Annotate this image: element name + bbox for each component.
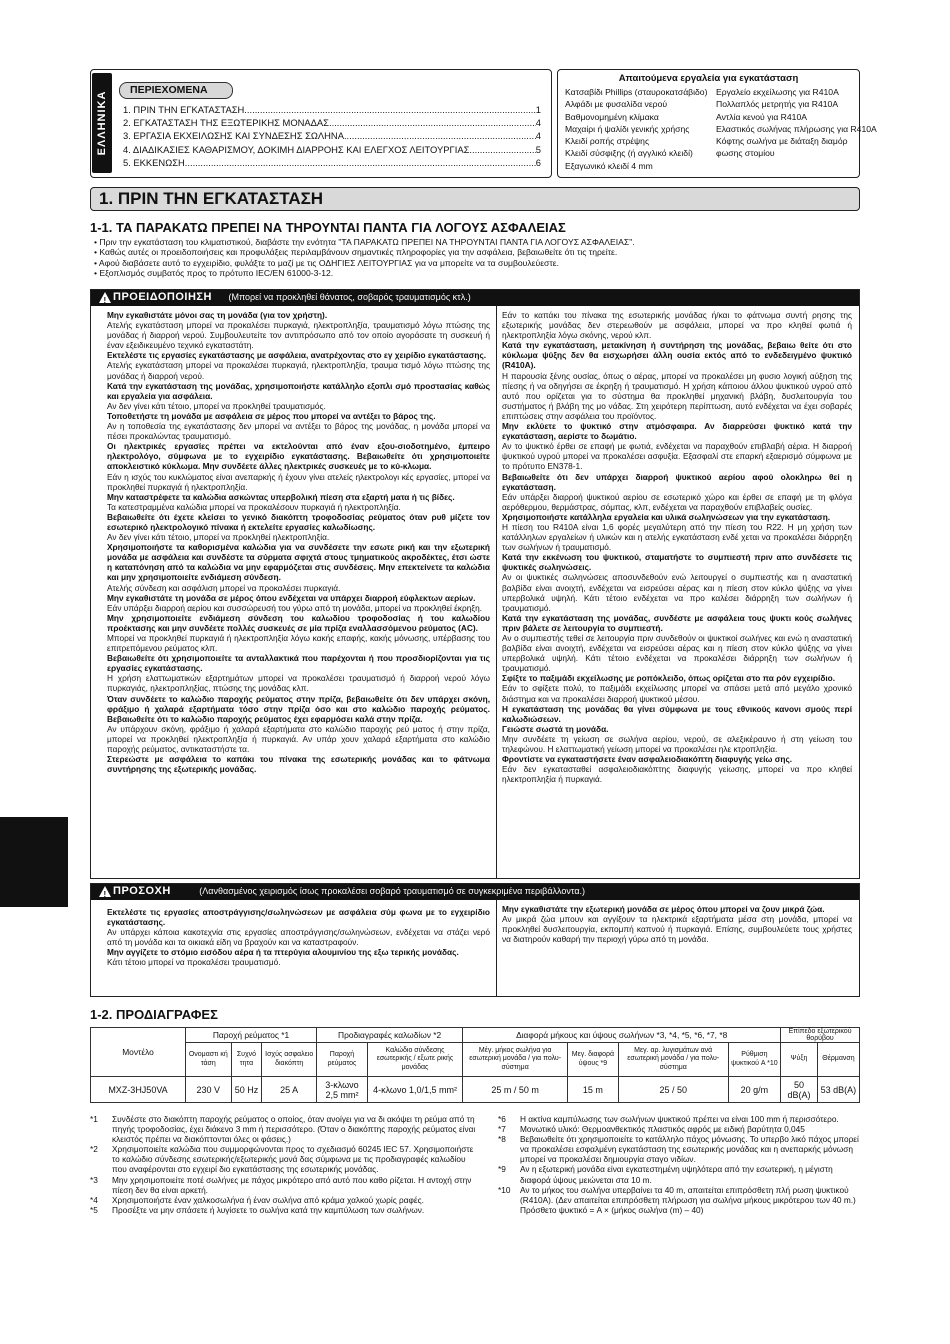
safety-bullet: • Αφού διαβάσετε αυτό το εγχειρίδιο, φυλάξτε το μαζί με τις ΟΔΗΓΙΕΣ ΛΕΙΤΟΥΡΓΙΑΣ για να μπορείτε να τα συμβουλεύεστε.	[94, 257, 559, 268]
instruction-text: Εάν δεν εγκατασταθεί ασφαλειοδιακόπτης διαφυγής γείωσης, μπορεί να προ κληθεί ηλεκτροπληξία ή πυρκαγιά.	[502, 764, 852, 785]
toc-item[interactable]	[123, 103, 541, 116]
safety-heading: 1-1. ΤΑ ΠΑΡΑΚΑΤΩ ΠΡΕΠΕΙ ΝΑ ΤΗΡΟΥΝΤΑΙ ΠΑΝΤΑ ΓΙΑ ΛΟΓΟΥΣ ΑΣΦΑΛΕΙΑΣ	[90, 220, 566, 235]
caution-right-column	[502, 904, 852, 944]
instruction-bold: Στερεώστε με ασφάλεια το καπάκι του πίνακα της εσωτερικής μονάδας και το φάτνωμα συντήρησης της εξωτερικής μονάδας.	[107, 754, 490, 775]
tools-title: Απαιτούμενα εργαλεία για εγκατάσταση	[618, 73, 799, 84]
contents-list	[123, 103, 541, 169]
tool-item: Εργαλείο εκχείλωσης για R410A	[716, 87, 839, 97]
instruction-bold: Μην καταστρέφετε τα καλώδια ασκώντας υπερβολική πίεση στα εξαρτή ματα ή τις βίδες.	[107, 491, 455, 502]
instruction-bold: Μην εγκαθιστάτε τη μονάδα σε μέρος όπου ενδέχεται να υπάρχει διαρροή εύφλεκτων αερίων.	[107, 592, 476, 603]
footnote-text: Συνδέστε στο διακόπτη παροχής ρεύματος ο οποίος, όταν ανοίγει για να δι ακόψει τη ρεύμα από τη πηγής τροφοδοσίας, έχει διάκενο 3 mm ή περισσότερο. (Όταν ο διακόπτης παροχής ρεύματος είναι κλειστός πρέπει να διακόπτονται όλες οι φάσεις.)	[112, 1114, 476, 1145]
footnote-text: Αν η εξωτερική μονάδα είναι εγκατεστημένη υψηλότερα από την εσωτερική, η μέγιστη διαφορά ύψους μειώνεται στα 10 m.	[520, 1164, 833, 1185]
toc-item[interactable]	[123, 143, 541, 156]
subheader-cell: Μέγ. μήκος σωλήνα για εσωτερική μονάδα / για πολυ-σύστημα	[463, 1043, 568, 1077]
data-cell: 4-κλωνο 1,0/1,5 mm²	[367, 1077, 462, 1103]
instruction-bold: Εκτελέστε τις εργασίες αποστράγγισης/σωληνώσεων με ασφάλεια σύμ φωνα με το εγχειρίδιο εγκατάστασης.	[107, 907, 490, 928]
tool-item: Μαχαίρι ή ψαλίδι γενικής χρήσης	[565, 123, 690, 134]
caution-divider	[496, 900, 497, 997]
subheader-cell: Καλώδιο σύνδεσης εσωτερικής / εξωτε ρικής μονάδας	[367, 1043, 462, 1077]
instruction-bold: Γειώστε σωστά τη μονάδα.	[502, 723, 609, 734]
instruction-text: Αν υπάρχουν σκόνη, φράξιμο ή χαλαρά εξαρτήματα στο καλώδιο παροχής ρεύ ματος ή στην πρίζα, μπορεί να προκληθεί ηλεκτροπληξία ή πυρκαγιά. Αν υπάρ χουν χαλαρά εξαρτήματα στο καλώδιο παροχής ρεύματος, αντικαταστήστε τα.	[107, 723, 490, 755]
toc-dots	[329, 116, 536, 129]
instruction-text: Εάν υπάρξει διαρροή αερίου και συσσώρευσή του γύρω από τη μονάδα, μπορεί να προκληθεί έκρηξη.	[107, 602, 482, 613]
toc-item-text: 3. ΕΡΓΑΣΙΑ ΕΚΧΕΙΛΩΣΗΣ ΚΑΙ ΣΥΝΔΕΣΗΣ ΣΩΛΗΝΑ	[123, 130, 344, 142]
footnote	[90, 1114, 480, 1144]
instruction-bold: Μην αγγίζετε το στόμιο εισόδου αέρα ή τα πτερύγια αλουμινίου της εξω τερικής μονάδας.	[107, 947, 459, 958]
instruction-text: Αν δεν γίνει κάτι τέτοιο, μπορεί να προκληθεί ηλεκτροπληξία.	[107, 532, 330, 543]
header-power: Παροχή ρεύματος *1	[186, 1028, 317, 1043]
footnote-mark: *8	[498, 1134, 506, 1145]
safety-bullet: • Καθώς αυτές οι προειδοποιήσεις και προφυλάξεις περιλαμβάνουν σημαντικές πληροφορίες για την ασφάλεια, βεβαιωθείτε ότι τις τηρείτε.	[94, 247, 618, 258]
subheader-cell: Συχνό τητα	[231, 1043, 262, 1077]
footnote-mark: *5	[90, 1204, 98, 1215]
tool-item: Αλφάδι με φυσαλίδα νερού	[565, 99, 668, 110]
footnote	[498, 1164, 860, 1184]
toc-page: 6	[535, 156, 541, 168]
data-cell: 25 A	[262, 1077, 317, 1103]
footnote	[90, 1144, 480, 1174]
warning-header: ! ΠΡΟΕΙΔΟΠΟΙΗΣΗ (Μπορεί να προκληθεί θάνατος, σοβαρός τραυματισμός κτλ.)	[91, 290, 859, 306]
data-cell: MXZ-3HJ50VA	[91, 1077, 186, 1103]
instruction-bold: Μην εγκαθιστάτε μόνοι σας τη μονάδα (για τον χρήστη).	[107, 310, 328, 320]
instruction-text: Η χρήση ελαττωματικών εξαρτημάτων μπορεί να προκαλέσει τραυματισμό ή διαρροή νερού λόγω πυρκαγιάς, ηλεκτροπληξίας, πτώσης της μονάδας κλπ.	[107, 673, 490, 694]
instruction-bold: Χρησιμοποιήστε τα καθορισμένα καλώδια για να συνδέσετε την εσωτε ρική και την εξωτερική μονάδα με ασφάλεια και συνδέστε τα σύρματα σφιχτά στους τμηματικούς ακροδέκτες, έτσι ώστε η καταπόνηση από τα καλώδια να μην εφαρμόζεται στις συνδέσεις. Μην επεκτείνετε τα καλώδια και μην χρησιμοποιείτε ενδιάμεση σύνδεση.	[107, 542, 490, 583]
specs-heading: 1-2. ΠΡΟΔΙΑΓΡΑΦΕΣ	[90, 1007, 218, 1022]
instruction-text: Αν δεν γίνει κάτι τέτοιο, μπορεί να προκληθεί τραυματισμός.	[107, 400, 326, 411]
toc-item[interactable]	[123, 129, 541, 142]
tool-item: Αντλία κενού για R410A	[716, 111, 807, 122]
toc-item-text: 5. ΕΚΚΕΝΩΣΗ	[123, 156, 185, 168]
caution-icon	[99, 886, 111, 897]
instruction-text: Μην συνδέετε τη γείωση σε σωλήνα αερίου, νερού, σε αλεξικέραυνο ή στη γείωση του τηλεφώνου. Η ελαττωματική γείωση μπορεί να προκαλέσει ηλε κτροπληξία.	[502, 733, 852, 755]
footnote-mark: *3	[90, 1174, 98, 1185]
footnote-mark: *2	[90, 1144, 98, 1155]
toc-item[interactable]	[123, 116, 541, 129]
toc-dots	[344, 129, 536, 142]
specs-table	[90, 1027, 860, 1103]
tool-item: φωσης στομίου	[716, 148, 775, 159]
tool-item: Ελαστικός σωλήνας πλήρωσης για R410A	[716, 123, 877, 134]
instruction-bold: Μην εκλύετε το ψυκτικό στην ατμόσφαιρα. Αν διαρρεύσει ψυκτικό κατά την εγκατάσταση, αερίστε το δωμάτιο.	[502, 421, 852, 442]
instruction-text: Εάν το σφίξετε πολύ, το παξιμάδι εκχείλωσης μπορεί να σπάσει μετά από μεγάλο χρονικό διάστημα και να προκαλέσει διαρροή ψυκτικού μέσου.	[502, 683, 852, 704]
tool-item: Κλειδί σύσφιξης (ή αγγλικό κλειδί)	[565, 148, 693, 159]
footnote-mark: *7	[498, 1124, 506, 1135]
subheader-cell: Παροχή ρεύματος	[317, 1043, 368, 1077]
instruction-text: Αν ο συμπιεστής τεθεί σε λειτουργία πριν συνδεθούν οι ψυκτικοί σωλήνες και ενώ η αναστατική βαλβίδα είναι ανοιχτή, ενδέχεται να εισρεύσει αέρας και η πίεση στον κύκλο ψύξης να γίνει υπερβολικά υψηλή. Κάτι τέτοιο ενδέχεται να προκαλέσει διάρρηξη των σωλήνων ή τραυματισμό.	[502, 633, 852, 674]
header-noise: Επίπεδο εξωτερικού θορύβου	[781, 1028, 860, 1043]
footnote-mark: *1	[90, 1114, 98, 1124]
tool-item: Πολλαπλός μετρητής για R410A	[716, 99, 839, 110]
subheader-cell: Ψύξη	[781, 1043, 818, 1077]
warning-left-column	[107, 310, 490, 774]
footnote	[90, 1195, 480, 1205]
warning-right-column	[502, 310, 852, 784]
warning-icon	[99, 292, 111, 303]
data-cell: 15 m	[568, 1077, 619, 1103]
language-tab: ΕΛΛΗΝΙΚΑ	[92, 73, 112, 173]
tool-item: Κατσαβίδι Phillips (σταυροκατσάβιδο)	[565, 87, 708, 97]
toc-item-text: 4. ΔΙΑΔΙΚΑΣΙΕΣ ΚΑΘΑΡΙΣΜΟΥ, ΔΟΚΙΜΗ ΔΙΑΡΡΟΗΣ ΚΑΙ ΕΛΕΓΧΟΣ ΛΕΙΤΟΥΡΓΙΑΣ	[123, 143, 470, 155]
instruction-bold: Μην χρησιμοποιείτε ενδιάμεση σύνδεση του καλωδίου τροφοδοσίας ή του καλωδίου προέκτασης και μην συνδέετε πολλές συσκευές σε μία πρίζα εναλλασσόμενου ρεύματος (AC).	[107, 612, 490, 633]
instruction-text: Τα κατεστραμμένα καλώδια μπορεί να προκαλέσουν πυρκαγιά ή ηλεκτροπληξία.	[107, 501, 401, 512]
section-title: 1. ΠΡΙΝ ΤΗΝ ΕΓΚΑΤΑΣΤΑΣΗ	[90, 187, 860, 211]
data-cell: 20 g/m	[728, 1077, 781, 1103]
instruction-bold: Φροντίστε να εγκαταστήσετε έναν ασφαλειοδιακόπτη διαφυγής γείω σης.	[502, 754, 793, 765]
instruction-bold: Κατά την εγκατάσταση της μονάδας, χρησιμοποιήστε κατάλληλο εξοπλι σμό προστασίας καθώς και εργαλεία για ασφάλεια.	[107, 380, 490, 401]
caution-header: ! ΠΡΟΣΟΧΗ (Λανθασμένος χειρισμός ίσως προκαλέσει σοβαρό τραυματισμό σε συγκεκριμένα περιβάλλοντα.)	[91, 884, 859, 900]
data-cell: 53 dB(A)	[817, 1077, 859, 1103]
footnotes-left	[90, 1114, 480, 1215]
instruction-bold: Μην εγκαθιστάτε την εξωτερική μονάδα σε μέρος όπου μπορεί να ζουν μικρά ζώα.	[502, 904, 825, 914]
toc-page: 5	[535, 143, 541, 155]
footnote	[498, 1185, 860, 1205]
toc-page: 4	[535, 117, 541, 129]
safety-bullet: • Πριν την εγκατάσταση του κλιματιστικού, διαβάστε την ενότητα "ΤΑ ΠΑΡΑΚΑΤΩ ΠΡΕΠΕΙ ΝΑ ΤΗΡΟΥΝΤΑΙ ΠΑΝΤΑ ΓΙΑ ΛΟΓΟΥΣ ΑΣΦΑΛΕΙΑΣ".	[94, 237, 635, 247]
tools-list-right	[716, 86, 877, 160]
instruction-bold: Εκτελέστε τις εργασίες εγκατάστασης με ασφάλεια, ανατρέχοντας στο εγ χειρίδιο εγκατάστασης.	[107, 350, 487, 361]
tool-item: Βαθμονομημένη κλίμακα	[565, 111, 659, 122]
instruction-text: Εάν η ισχύς του κυκλώματος είναι ανεπαρκής ή έχουν γίνει ατελείς ηλεκτρολογι κές εργασίες, μπορεί να προκληθεί πυρκαγιά ή ηλεκτροπληξία.	[107, 471, 490, 492]
subheader-cell: Ονομαστι κή τάση	[186, 1043, 232, 1077]
subheader-cell: Θέρμανση	[817, 1043, 859, 1077]
footnote-text: Αν το μήκος του σωλήνα υπερβαίνει τα 40 m, απαιτείται επιπρόσθετη πλή ρωση ψυκτικού (R410A). (Δεν απαιτείται επιπρόσθετη πλήρωση για σωλήνα μήκους μικρότερου των 40 m.)	[520, 1184, 856, 1205]
tool-item: Κλειδί ροπής στρέψης	[565, 136, 650, 147]
tool-item: Εξαγωνικό κλειδί 4 mm	[565, 160, 653, 171]
instruction-text: Εάν το καπάκι του πίνακα της εσωτερικής μονάδας ή/και το φάτνωμα συντή ρησης της εξωτερικής μονάδας δεν στερεωθούν με ασφάλεια, μπορεί να προ κληθεί φωτιά ή ηλεκτροπληξία λόγω σκόνης, νερού κλπ.	[502, 310, 852, 341]
safety-bullet: • Εξοπλισμός συμβατός προς το πρότυπο IEC/EN 61000-3-12.	[94, 267, 334, 278]
footnote-mark: *9	[498, 1164, 506, 1175]
instruction-text: Η πίεση του R410A είναι 1,6 φορές μεγαλύτερη από την πίεση του R22. Η μη χρήση των κατάλληλων εργαλείων ή υλικών και η ατελής εγκατάσταση ενδέ χεται να προκαλέσει διάρρηξη των σωλήνων ή τραυματισμό.	[502, 521, 852, 553]
instruction-text: Εάν υπάρξει διαρροή ψυκτικού αερίου σε εσωτερικό χώρο και έρθει σε επαφή με τη φλόγα αερόθερμου, θερμάστρας, σόμπας, κλπ, ενδέχεται να παραχθούν επιβλαβείς ουσίες.	[502, 491, 852, 512]
instruction-bold: Κατά την εγκατάσταση της μονάδας, συνδέστε με ασφάλεια τους ψυκτι κούς σωλήνες πριν βάλετε σε λειτουργία το συμπιεστή.	[502, 612, 852, 633]
subheader-cell: Ισχύς ασφαλειο διακόπτη	[262, 1043, 317, 1077]
footnote	[498, 1114, 860, 1124]
footnote-mark: *6	[498, 1114, 506, 1124]
footnote-mark: *4	[90, 1194, 98, 1205]
toc-page: 1	[535, 104, 541, 115]
subheader-cell: Μεγ. διαφορά ύψους *9	[568, 1043, 619, 1077]
toc-page: 4	[535, 130, 541, 142]
instruction-bold: Κατά την εγκατάσταση, μετακίνηση ή συντήρηση της μονάδας, βεβαιω θείτε ότι στο κύκλωμα ψύξης δεν θα εισχωρήσει άλλη ουσία εκτός από το ενδεδειγμένο ψυκτικό (R410A).	[502, 340, 852, 371]
instruction-text: Η παρουσία ξένης ουσίας, όπως ο αέρας, μπορεί να προκαλέσει μη φυσιο λογική αύξηση της πίεσης ή να οδηγήσει σε έκρηξη ή τραυματισμό. Η χρήση κάποιου άλλου ψυκτικού υγρού από αυτό που ορίζεται για το σύστημα θα προκληθεί μηχανική βλάβη, δυσλειτουργία του συστήματος ή βλάβη της μο νάδας. Στη χειρότερη περίπτωση, αυτό ενδέχεται να έχει σοβαρές επιπτώσεις στην ασφάλεια του προϊόντος.	[502, 370, 852, 421]
instruction-text: Ατελής εγκατάσταση μπορεί να προκαλέσει πυρκαγιά, ηλεκτροπληξία, τραυμα τισμό λόγω πτώσης της μονάδας ή διαρροή νερού.	[107, 360, 490, 381]
instruction-text: Αν οι ψυκτικές σωληνώσεις αποσυνδεθούν ενώ λειτουργεί ο συμπιεστής και η αναστατική βαλβίδα είναι ανοιχτή, ενδέχεται να εισρεύσει αέρας και η πίεση στον κύκλο ψύξης να γίνει υπερβολικά υψηλή. Κάτι τέτοιο ενδέχεται να προ καλέσει διάρρηξη των σωλήνων ή τραυματισμό.	[502, 572, 852, 613]
footnote-text: Η ακτίνα καμπύλωσης των σωλήνων ψυκτικού πρέπει να είναι 100 mm ή περισσότερο.	[520, 1114, 839, 1124]
footnote	[90, 1205, 480, 1215]
footnote-text: Πρόσθετο ψυκτικό = A × (μήκος σωλήνα (m) – 40)	[520, 1204, 704, 1215]
footnote	[498, 1205, 860, 1215]
instruction-bold: Βεβαιωθείτε ότι δεν υπάρχει διαρροή ψυκτικού αερίου αφού ολοκληρω θεί η εγκατάσταση.	[502, 471, 852, 492]
footnote-text: Χρησιμοποιείτε καλώδια που συμμορφώνονται προς το σχεδιασμό 60245 IEC 57. Χρησιμοποιήστε το καλώδιο σύνδεσης εσωτερικής/εξωτερικής μονά δας σύμφωνα με τις προδιαγραφές καλωδίου που αναφέρονται στο εγχειρί διο εγκατάστασης της εσωτερικής μονάδας.	[112, 1144, 474, 1175]
subheader-cell: Μεγ. αρ. λυγισμάτων ανά εσωτερική μονάδα / για πολυ-σύστημα	[618, 1043, 728, 1077]
data-cell: 3-κλωνο 2,5 mm²	[317, 1077, 368, 1103]
data-cell: 50 Hz	[231, 1077, 262, 1103]
tool-item: Κόφτης σωλήνα με διάταξη διαμόρ	[716, 136, 848, 147]
toc-dots	[469, 143, 535, 156]
footnote-text: Χρησιμοποιήστε έναν χαλκοσωλήνα ή έναν σωλήνα από κράμα χαλκού χωρίς ραφές.	[112, 1194, 424, 1205]
toc-item[interactable]	[123, 156, 541, 169]
toc-item-text: 2. ΕΓΚΑΤΑΣΤΑΣΗ ΤΗΣ ΕΞΩΤΕΡΙΚΗΣ ΜΟΝΑΔΑΣ	[123, 117, 329, 129]
data-cell: 230 V	[186, 1077, 232, 1103]
toc-item-text: 1. ΠΡΙΝ ΤΗΝ ΕΓΚΑΤΑΣΤΑΣΗ	[123, 104, 245, 115]
instruction-text: Αν υπάρχει κάποια κακοτεχνία στις εργασίες αποστράγγισης/σωληνώσεων, ενδέχεται να στάζει νερό από τη μονάδα και τα οικιακά είδη να βραχούν και να καταστραφούν.	[107, 927, 490, 948]
footnote-mark	[498, 1205, 520, 1215]
footnote	[498, 1124, 860, 1134]
instruction-bold: Οι ηλεκτρικές εργασίες πρέπει να εκτελούνται από έναν εξου-σιοδοτημένο, έμπειρο ηλεκτρολόγο, σύμφωνα με το εγχειρίδιο εγκατάστασης. Βεβαιωθείτε ότι χρησιμοποιείτε αποκλειστικό κύκλωμα. Μην συνδέετε άλλες ηλεκτρικές συσκευές με το κύ-κλωμα.	[107, 441, 490, 472]
instruction-bold: Βεβαιωθείτε ότι έχετε κλείσει το γενικό διακόπτη τροφοδοσίας ρεύματος όταν ρυθ μίζετε τον εσωτερικό ηλεκτρολογικό πίνακα ή εκτελείτε εργασίες καλωδίωσης.	[107, 511, 490, 532]
subheader-cell: Ρύθμιση ψυκτικού A *10	[728, 1043, 781, 1077]
instruction-bold: Κατά την εκκένωση του ψυκτικού, σταματήστε το συμπιεστή πριν απο συνδέσετε τις ψυκτικές σωληνώσεις.	[502, 552, 852, 573]
page-edge-tab	[0, 817, 68, 907]
footnote-text: Μονωτικό υλικό: Θερμοανθεκτικός πλαστικός αφρός με ειδική βαρύτητα 0,045	[520, 1124, 805, 1135]
instruction-text: Ατελής εγκατάσταση μπορεί να προκαλέσει πυρκαγιά, ηλεκτροπληξία, τραυματισμό λόγω πτώσης της μονάδας ή διαρροή νερού. Συμβουλευτείτε τον αντιπρόσωπο από τον οποίο αγοράσατε τη συσκευή ή έναν εξειδικευμένο τεχνικό εγκαταστάτη.	[107, 320, 490, 351]
instruction-text: Αν μικρά ζώα μπουν και αγγίξουν τα ηλεκτρικά εξαρτήματα μέσα στη μονάδα, μπορεί να προκληθεί δυσλειτουργία, εκπομπή καπνού ή πυρκαγιά. Επίσης, συμβουλεύετε τους χρήστες να διατηρούν καθαρή την περιοχή γύρω από τη μονάδα.	[502, 914, 852, 945]
data-cell: 25 m / 50 m	[463, 1077, 568, 1103]
instruction-text: Μπορεί να προκληθεί πυρκαγιά ή ηλεκτροπληξία λόγω κακής επαφής, κακής μόνωσης, υπέρβασης του επιτρεπόμενου ρεύματος κλπ.	[107, 633, 490, 654]
instruction-text: Αν το ψυκτικό έρθει σε επαφή με φωτιά, ενδέχεται να παραχθούν επιβλαβή αέρια. Η διαρροή ψυκτικού υγρού μπορεί να προκαλέσει ασφυξία. Εξασφαλί στε επαρκή εξαερισμό σύμφωνα με το πρότυπο EN378-1.	[502, 441, 852, 472]
footnote	[90, 1175, 480, 1195]
footnote-text: Προσέξτε να μην σπάσετε ή λυγίσετε το σωλήνα κατά την καμπύλωση των σωλήνων.	[112, 1204, 425, 1215]
header-pipe: Διαφορά μήκους και ύψους σωλήνων *3, *4, *5, *6, *7, *8	[463, 1028, 781, 1043]
caution-left-column	[107, 907, 490, 968]
instruction-bold: Τοποθετήστε τη μονάδα με ασφάλεια σε μέρος που μπορεί να αντέξει το βάρος της.	[107, 410, 436, 421]
contents-title: ΠΕΡΙΕΧΟΜΕΝΑ	[119, 82, 233, 99]
safety-bullets	[90, 237, 860, 278]
instruction-text: Ατελής σύνδεση και ασφάλιση μπορεί να προκαλέσει πυρκαγιά.	[107, 582, 341, 593]
footnote-text: Μην χρησιμοποιείτε ποτέ σωλήνες με πάχος μικρότερο από αυτό που καθο ρίζεται. Η αντοχή στην πίεση δεν θα είναι αρκετή.	[112, 1174, 472, 1195]
instruction-bold: Βεβαιωθείτε ότι χρησιμοποιείτε τα ανταλλακτικά που παρέχονται ή που προσδιορίζονται για τις εργασίες εγκατάστασης.	[107, 653, 490, 674]
toc-dots	[185, 156, 536, 169]
footnote-mark: *10	[498, 1184, 511, 1195]
toc-dots	[244, 103, 536, 116]
tools-list-left	[565, 86, 715, 172]
instruction-text: Κάτι τέτοιο μπορεί να προκαλέσει τραυματισμό.	[107, 957, 281, 968]
footnote	[498, 1134, 860, 1164]
instruction-bold: Η εγκατάσταση της μονάδας θα γίνει σύμφωνα με τους εθνικούς κανονι σμούς περί καλωδιώσεων.	[502, 703, 852, 724]
footnotes-right	[498, 1114, 860, 1215]
instruction-bold: Σφίξτε το παξιμάδι εκχείλωσης με ροπόκλειδο, όπως ορίζεται στο πα ρόν εγχειρίδιο.	[502, 673, 836, 684]
header-wire: Προδιαγραφές καλωδίων *2	[317, 1028, 463, 1043]
header-model: Μοντέλο	[91, 1028, 186, 1077]
instruction-bold: Όταν συνδέετε το καλώδιο παροχής ρεύματος στην πρίζα, βεβαιωθείτε ότι δεν υπάρχει σκόνη, φράξιμο ή χαλαρά εξαρτήματα τόσο στην πρίζα όσο και στο καλώδιο παροχής ρεύματος. Βεβαιωθείτε ότι το καλώδιο παροχής ρεύματος έχει εφαρμόσει καλά στην πρίζα.	[107, 693, 490, 724]
data-cell: 25 / 50	[618, 1077, 728, 1103]
warning-divider	[496, 306, 497, 879]
instruction-bold: Χρησιμοποιήστε κατάλληλα εργαλεία και υλικά σωληνώσεων για την εγκατάσταση.	[502, 511, 831, 522]
data-cell: 50 dB(A)	[781, 1077, 818, 1103]
instruction-text: Αν η τοποθεσία της εγκατάστασης δεν μπορεί να αντέξει το βάρος της μονάδας, η μονάδα μπορεί να πέσει προκαλώντας τραυματισμό.	[107, 421, 490, 442]
footnote-text: Βεβαιωθείτε ότι χρησιμοποιείτε το κατάλληλο πάχος μόνωσης. Το υπερβο λικό πάχος μπορεί να προκαλέσει εσφαλμένη εγκατάσταση της εσωτερικής μονάδας και η ανεπαρκής μόνωση μπορεί να προκαλέσει δημιουργία σταγο νιδίων.	[520, 1134, 859, 1165]
